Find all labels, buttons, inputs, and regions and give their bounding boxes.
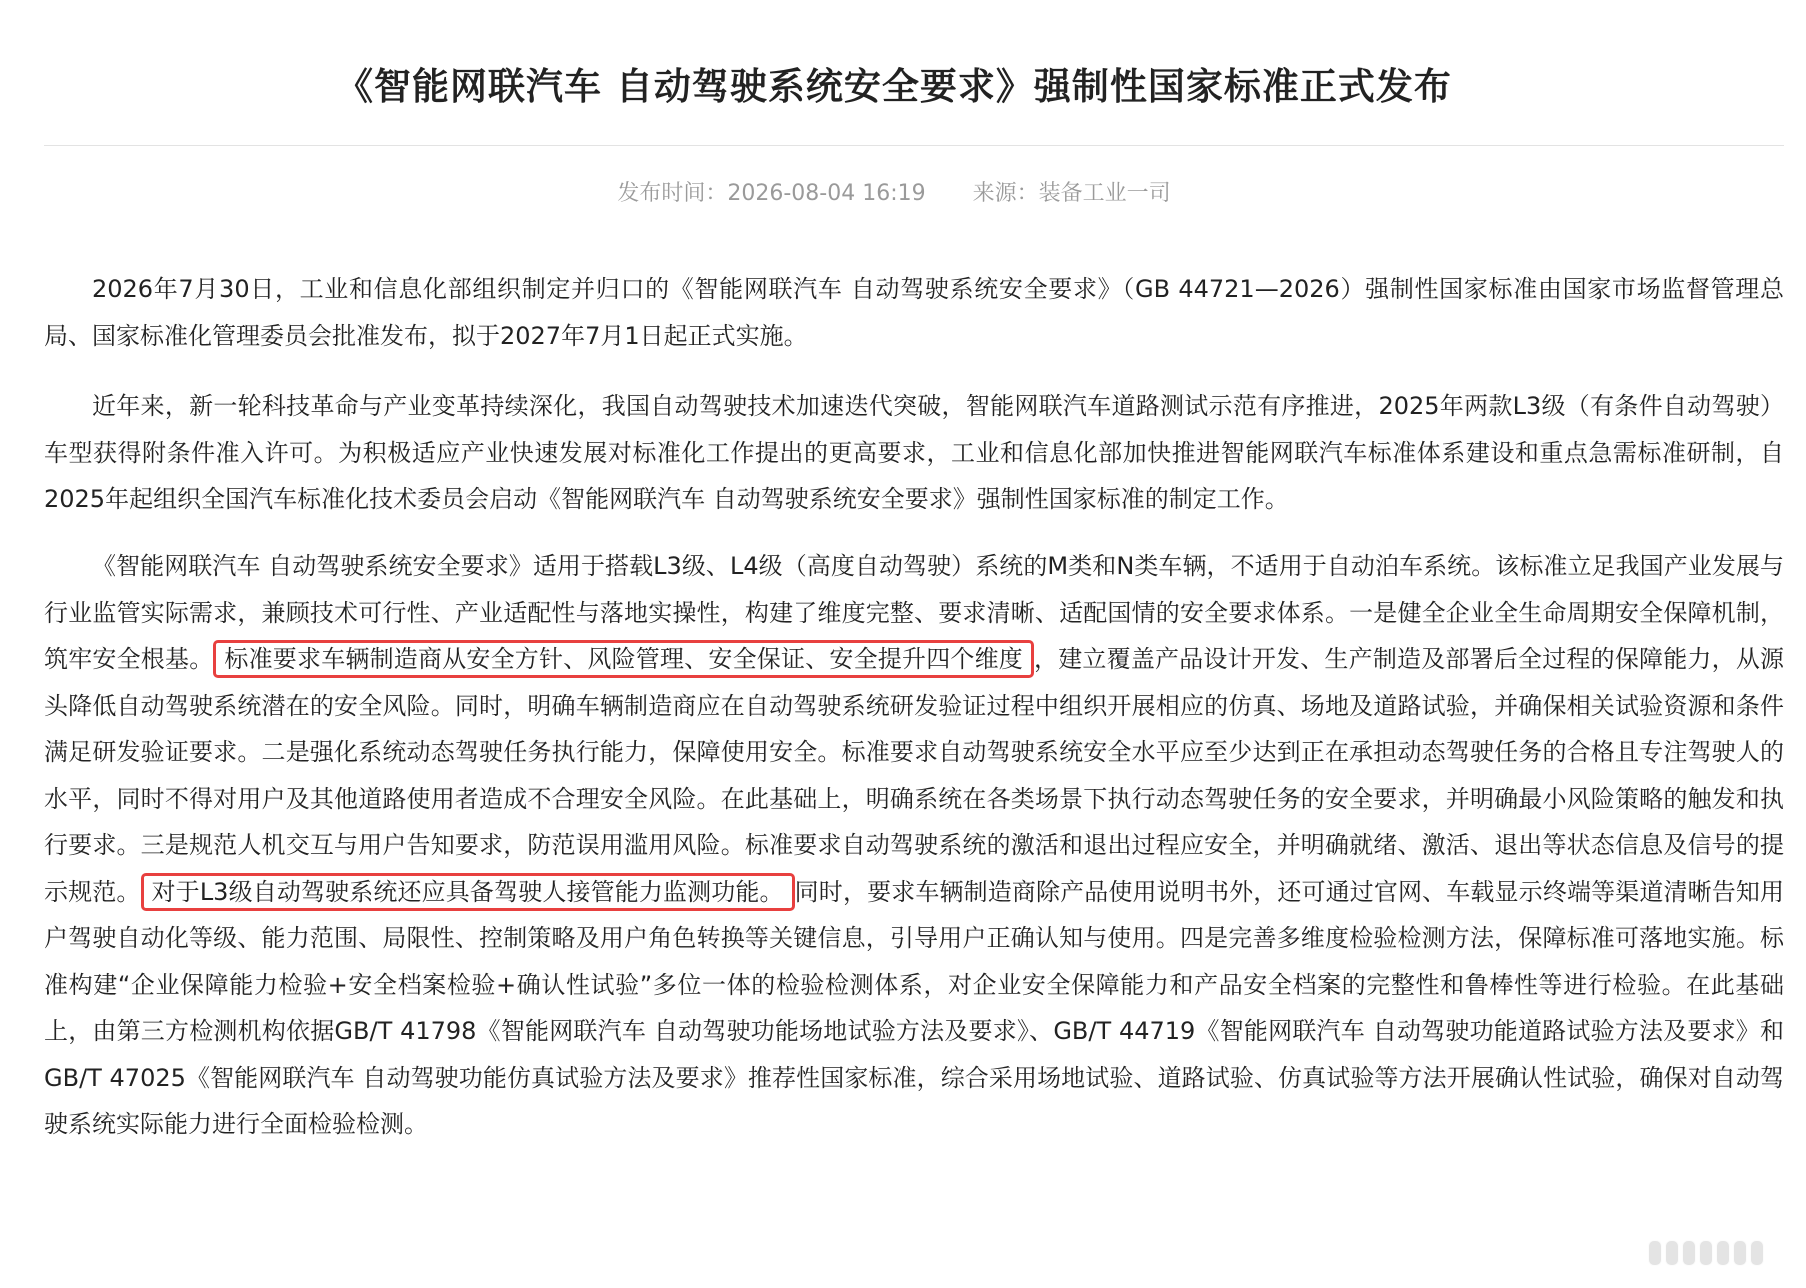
paragraph-3-text-b: ，建立覆盖产品设计开发、生产制造及部署后全过程的保障能力，从源头降低自动驾驶系统潜在的安全风险。同时，明确车辆制造商应在自动驾驶系统研发验证过程中组织开展相应的仿真、场地及道路试验，并确保相关试验资源和条件满足研发验证要求。二是强化系统动态驾驶任务执行能力，保障使用安全。标准要求自动驾驶系统安全水平应至少达到正在承担动态驾驶任务的合格且专注驾驶人的水平，同时不得对用户及其他道路使用者造成不合理安全风险。在此基础上，明确系统在各类场景下执行动态驾驶任务的安全要求，并明确最小风险策略的触发和执行要求。三是规范人机交互与用户告知要求，防范误用滥用风险。标准要求自动驾驶系统的激活和退出过程应安全，并明确就绪、激活、退出等状态信息及信号的提示规范。	[44, 645, 1785, 906]
paragraph-1: 2026年7月30日，工业和信息化部组织制定并归口的《智能网联汽车 自动驾驶系统安全要求》（GB 44721—2026）强制性国家标准由国家市场监督管理总局、国家标准化管理委员会批准发布，拟于2027年7月1日起正式实施。	[44, 275, 1784, 350]
paragraph-3-text-c: 同时，要求车辆制造商除产品使用说明书外，还可通过官网、车载显示终端等渠道清晰告知用户驾驶自动化等级、能力范围、局限性、控制策略及用户角色转换等关键信息，引导用户正确认知与使用。四是完善多维度检验检测方法，保障标准可落地实施。标准构建“企业保障能力检验+安全档案检验+确认性试验”多位一体的检验检测体系，对企业安全保障能力和产品安全档案的完整性和鲁棒性等进行检验。在此基础上，由第三方检测机构依据GB/T 41798《智能网联汽车 自动驾驶功能场地试验方法及要求》、GB/T 44719《智能网联汽车 自动驾驶功能道路试验方法及要求》和GB/T 47025《智能网联汽车 自动驾驶功能仿真试验方法及要求》推荐性国家标准，综合采用场地试验、道路试验、仿真试验等方法开展确认性试验，确保对自动驾驶系统实际能力进行全面检验检测。	[44, 877, 1785, 1138]
publish-time: 发布时间：2026-08-04 16:19	[617, 181, 926, 206]
paragraph-3	[44, 543, 1784, 1148]
article-title: 《智能网联汽车 自动驾驶系统安全要求》强制性国家标准正式发布	[336, 65, 1452, 108]
highlight-box-l3-takeover-monitoring: 对于L3级自动驾驶系统还应具备驾驶人接管能力监测功能。	[141, 873, 795, 911]
highlight-box-four-dimensions: 标准要求车辆制造商从安全方针、风险管理、安全保证、安全提升四个维度	[213, 640, 1034, 678]
paragraph-2: 近年来，新一轮科技革命与产业变革持续深化，我国自动驾驶技术加速迭代突破，智能网联汽车道路测试示范有序推进，2025年两款L3级（有条件自动驾驶）车型获得附条件准入许可。为积极适应产业快速发展对标准化工作提出的更高要求，工业和信息化部加快推进智能网联汽车标准体系建设和重点急需标准研制，自2025年起组织全国汽车标准化技术委员会启动《智能网联汽车 自动驾驶系统安全要求》强制性国家标准的制定工作。	[44, 392, 1784, 513]
source: 来源：装备工业一司	[972, 181, 1171, 206]
article-meta	[44, 176, 1744, 207]
title-divider	[44, 145, 1784, 146]
paragraph-3-text-a: 《智能网联汽车 自动驾驶系统安全要求》适用于搭载L3级、L4级（高度自动驾驶）系统的M类和N类车辆，不适用于自动泊车系统。该标准立足我国产业发展与行业监管实际需求，兼顾技术可行性、产业适配性与落地实操性，构建了维度完整、要求清晰、适配国情的安全要求体系。一是健全企业全生命周期安全保障机制，筑牢安全根基。	[44, 552, 1784, 673]
watermark-logo	[1648, 1240, 1764, 1266]
